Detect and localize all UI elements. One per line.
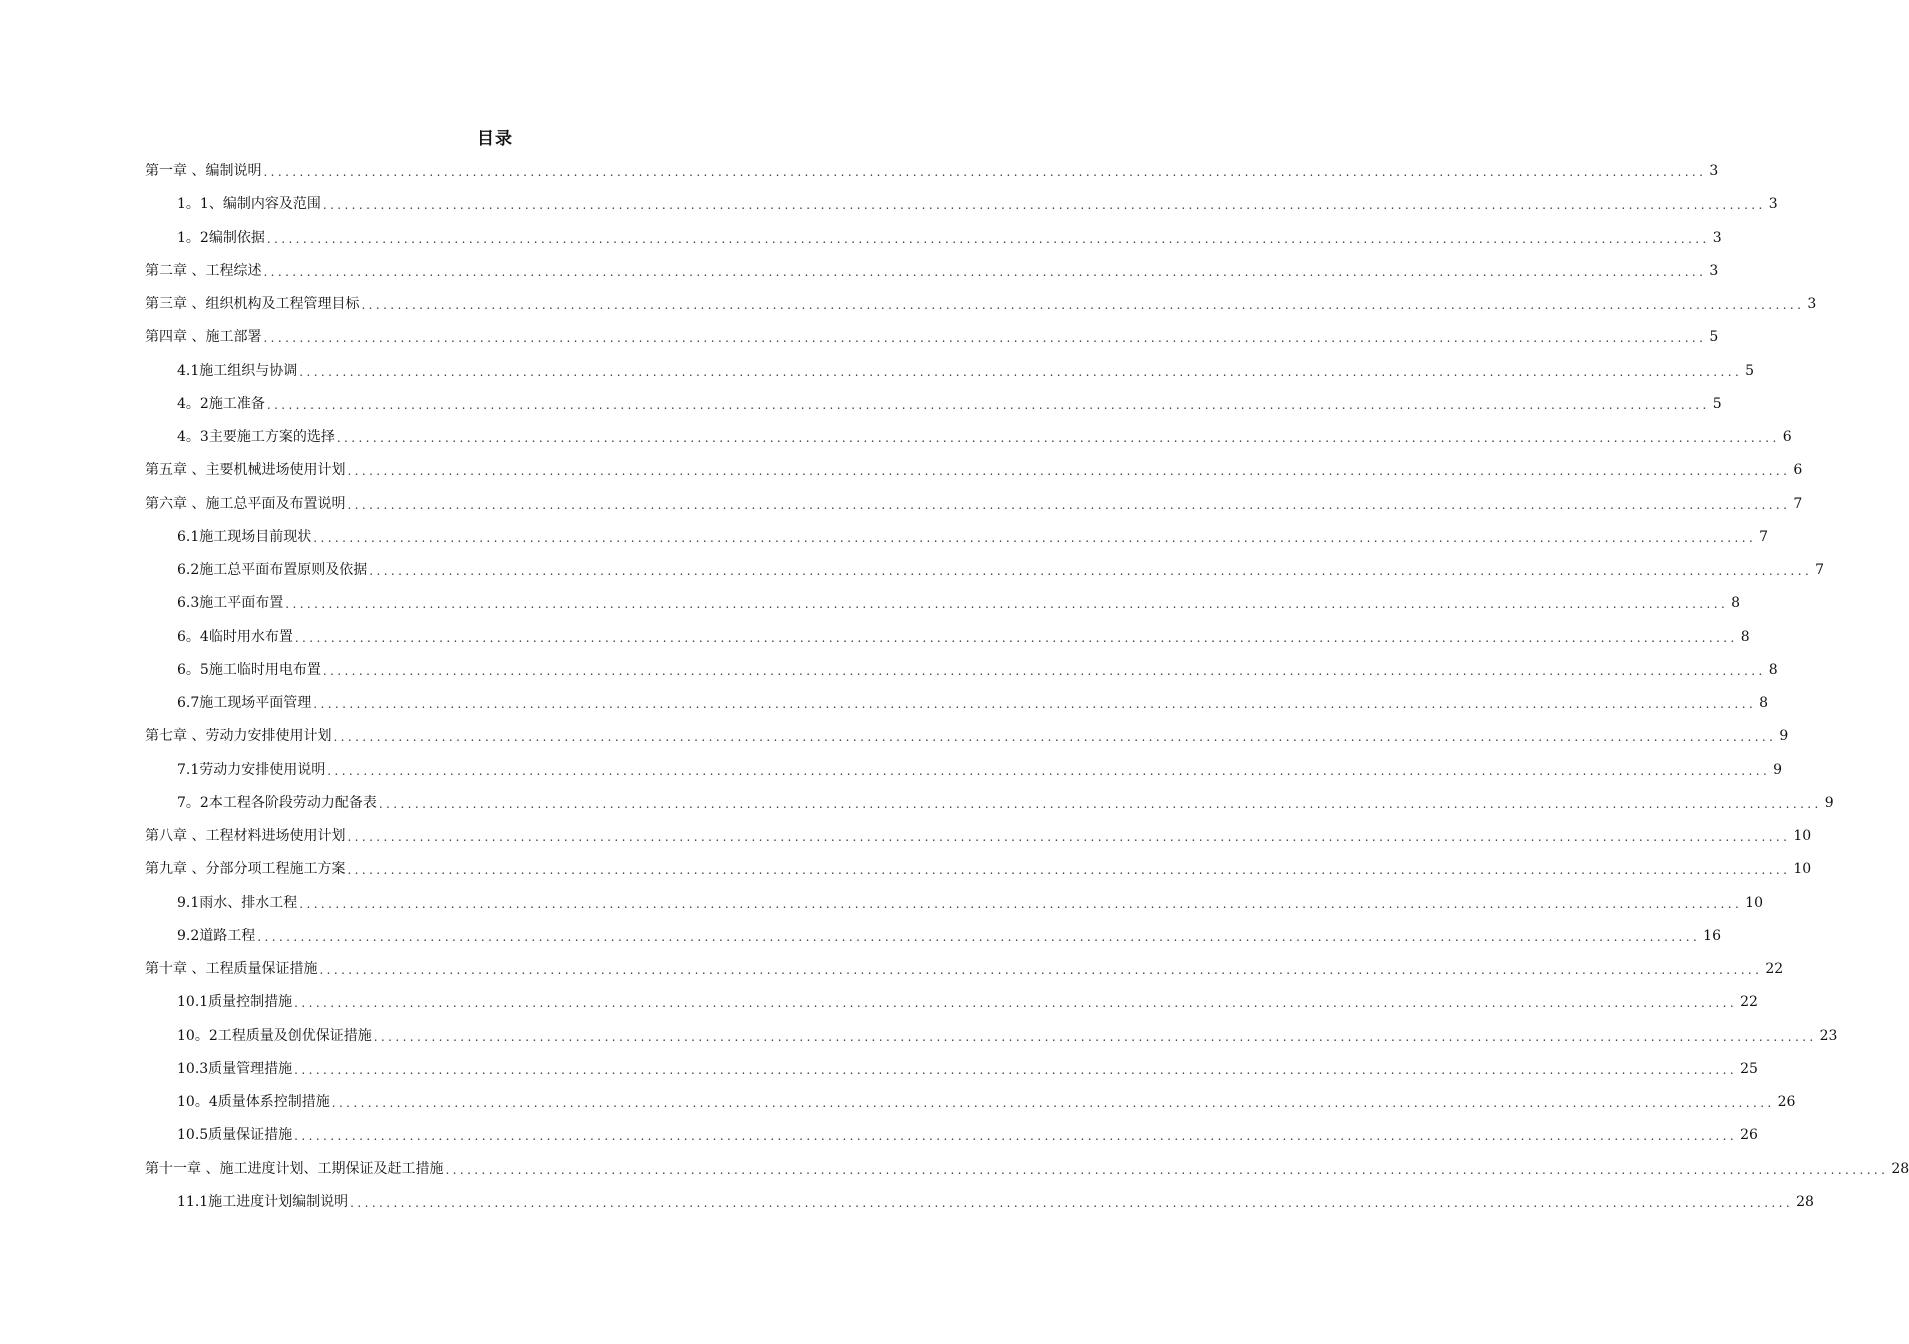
toc-section-entry[interactable] xyxy=(177,790,1834,812)
toc-section-entry[interactable] xyxy=(177,225,1722,247)
toc-entry-label: 6。4临时用水布置 xyxy=(177,628,293,645)
toc-entry-label: 7。2本工程各阶段劳动力配备表 xyxy=(177,794,377,811)
toc-dot-leader: ........................................................................................................................................................................................................ xyxy=(313,697,1757,711)
toc-dot-leader: ........................................................................................................................................................................................................ xyxy=(257,929,1701,944)
toc-section-entry[interactable] xyxy=(177,391,1722,413)
toc-dot-leader: ........................................................................................................................................................................................................ xyxy=(347,497,1791,512)
toc-section-entry[interactable] xyxy=(177,657,1778,679)
toc-entry-page-number: 6 xyxy=(1793,462,1803,479)
toc-entry-page-number: 16 xyxy=(1703,927,1721,944)
toc-entry-label: 第二章 、工程综述 xyxy=(145,262,262,279)
toc-entry-page-number: 26 xyxy=(1740,1127,1758,1144)
toc-section-entry[interactable] xyxy=(177,1023,1838,1045)
toc-entry-label: 第五章 、主要机械进场使用计划 xyxy=(145,462,346,479)
toc-section-entry[interactable] xyxy=(177,424,1792,446)
toc-chapter-entry[interactable] xyxy=(145,723,1789,745)
toc-entry-page-number: 9 xyxy=(1773,761,1783,778)
toc-dot-leader: ........................................................................................................................................................................................................ xyxy=(347,830,1791,844)
toc-chapter-entry[interactable] xyxy=(145,291,1817,313)
toc-section-entry[interactable] xyxy=(177,624,1750,646)
toc-entry-label: 第六章 、施工总平面及布置说明 xyxy=(145,495,346,512)
toc-entry-page-number: 9 xyxy=(1824,794,1834,811)
toc-section-entry[interactable] xyxy=(177,191,1778,213)
toc-chapter-entry[interactable] xyxy=(145,158,1719,180)
toc-entry-page-number: 3 xyxy=(1712,229,1722,246)
toc-dot-leader: ........................................................................................................................................................................................................ xyxy=(322,198,1766,213)
toc-entry-label: 第十章 、工程质量保证措施 xyxy=(145,961,318,977)
toc-entry-page-number: 3 xyxy=(1807,296,1817,312)
toc-dot-leader: ........................................................................................................................................................................................................ xyxy=(333,730,1777,745)
toc-dot-leader: ........................................................................................................................................................................................................ xyxy=(336,431,1780,445)
toc-section-entry[interactable] xyxy=(177,1122,1758,1144)
toc-entry-label: 6。5施工临时用电布置 xyxy=(177,661,321,678)
toc-section-entry[interactable] xyxy=(177,557,1825,579)
toc-entry-label: 10.3质量管理措施 xyxy=(177,1060,293,1077)
toc-dot-leader: ........................................................................................................................................................................................................ xyxy=(294,996,1738,1011)
toc-dot-leader: ........................................................................................................................................................................................................ xyxy=(445,1162,1889,1177)
toc-entry-page-number: 9 xyxy=(1779,728,1789,745)
toc-entry-page-number: 7 xyxy=(1815,562,1825,578)
toc-entry-page-number: 5 xyxy=(1712,395,1722,412)
toc-dot-leader: ........................................................................................................................................................................................................ xyxy=(263,331,1707,346)
toc-entry-page-number: 5 xyxy=(1709,329,1719,346)
toc-entry-page-number: 22 xyxy=(1740,994,1758,1011)
toc-chapter-entry[interactable] xyxy=(145,258,1719,280)
toc-entry-label: 第八章 、工程材料进场使用计划 xyxy=(145,828,346,844)
toc-entry-label: 4.1施工组织与协调 xyxy=(177,362,298,379)
toc-dot-leader: ........................................................................................................................................................................................................ xyxy=(266,397,1710,412)
toc-entry-page-number: 8 xyxy=(1740,628,1750,645)
toc-entry-label: 11.1施工进度计划编制说明 xyxy=(177,1193,349,1210)
toc-entry-page-number: 5 xyxy=(1745,362,1755,379)
toc-entry-label: 4。2施工准备 xyxy=(177,395,265,412)
toc-dot-leader: ........................................................................................................................................................................................................ xyxy=(350,1195,1794,1210)
toc-chapter-entry[interactable] xyxy=(145,457,1803,479)
toc-entry-label: 6.3施工平面布置 xyxy=(177,595,284,612)
toc-dot-leader: ........................................................................................................................................................................................................ xyxy=(369,564,1813,578)
toc-entry-label: 9.1雨水、排水工程 xyxy=(177,894,298,911)
toc-entry-label: 第七章 、劳动力安排使用计划 xyxy=(145,728,332,745)
toc-chapter-entry[interactable] xyxy=(145,823,1812,845)
toc-entry-label: 第九章 、分部分项工程施工方案 xyxy=(145,861,346,878)
toc-dot-leader: ........................................................................................................................................................................................................ xyxy=(294,630,1738,645)
toc-section-entry[interactable] xyxy=(177,690,1769,712)
toc-dot-leader: ........................................................................................................................................................................................................ xyxy=(294,1129,1738,1144)
toc-entry-label: 10。4质量体系控制措施 xyxy=(177,1094,330,1110)
toc-entry-label: 第一章 、编制说明 xyxy=(145,163,262,179)
toc-title: 目录 xyxy=(477,129,513,149)
toc-entry-page-number: 10 xyxy=(1745,894,1763,911)
toc-dot-leader: ........................................................................................................................................................................................................ xyxy=(373,1029,1817,1044)
toc-dot-leader: ........................................................................................................................................................................................................ xyxy=(347,464,1791,479)
toc-entry-page-number: 8 xyxy=(1768,661,1778,678)
toc-dot-leader: ........................................................................................................................................................................................................ xyxy=(327,763,1771,778)
toc-entry-label: 第三章 、组织机构及工程管理目标 xyxy=(145,296,360,312)
toc-entry-page-number: 3 xyxy=(1768,196,1778,213)
toc-dot-leader: ........................................................................................................................................................................................................ xyxy=(319,963,1763,977)
toc-entry-page-number: 23 xyxy=(1819,1027,1838,1044)
toc-dot-leader: ........................................................................................................................................................................................................ xyxy=(285,597,1729,612)
toc-entry-page-number: 28 xyxy=(1796,1193,1814,1210)
toc-dot-leader: ........................................................................................................................................................................................................ xyxy=(331,1096,1775,1110)
toc-entry-page-number: 3 xyxy=(1709,262,1719,279)
toc-section-entry[interactable] xyxy=(177,890,1763,912)
toc-entry-page-number: 8 xyxy=(1759,695,1769,711)
toc-chapter-entry[interactable] xyxy=(145,491,1803,513)
toc-entry-label: 1。2编制依据 xyxy=(177,229,265,246)
toc-entry-label: 10.1质量控制措施 xyxy=(177,994,293,1011)
toc-entry-label: 7.1劳动力安排使用说明 xyxy=(177,761,326,778)
toc-section-entry[interactable] xyxy=(177,923,1721,945)
toc-chapter-entry[interactable] xyxy=(145,856,1812,878)
toc-dot-leader: ........................................................................................................................................................................................................ xyxy=(361,298,1805,312)
toc-dot-leader: ........................................................................................................................................................................................................ xyxy=(263,165,1707,179)
toc-dot-leader: ........................................................................................................................................................................................................ xyxy=(266,231,1710,246)
toc-entry-label: 4。3主要施工方案的选择 xyxy=(177,429,335,445)
toc-section-entry[interactable] xyxy=(177,358,1755,380)
toc-chapter-entry[interactable] xyxy=(145,956,1784,978)
toc-section-entry[interactable] xyxy=(177,1189,1814,1211)
toc-section-entry[interactable] xyxy=(177,1056,1758,1078)
toc-section-entry[interactable] xyxy=(177,1089,1796,1111)
toc-entry-page-number: 7 xyxy=(1759,528,1769,545)
toc-chapter-entry[interactable] xyxy=(145,324,1719,346)
toc-section-entry[interactable] xyxy=(177,989,1758,1011)
toc-entry-label: 10。2工程质量及创优保证措施 xyxy=(177,1027,372,1044)
toc-dot-leader: ........................................................................................................................................................................................................ xyxy=(294,1062,1738,1077)
toc-entry-page-number: 6 xyxy=(1782,429,1792,445)
toc-dot-leader: ........................................................................................................................................................................................................ xyxy=(378,796,1822,811)
toc-entry-page-number: 26 xyxy=(1777,1094,1796,1110)
toc-entry-label: 6.1施工现场目前现状 xyxy=(177,528,312,545)
toc-section-entry[interactable] xyxy=(177,757,1783,779)
toc-entry-label: 10.5质量保证措施 xyxy=(177,1127,293,1144)
toc-entry-label: 1。1、编制内容及范围 xyxy=(177,196,321,213)
toc-entry-page-number: 22 xyxy=(1765,961,1784,977)
toc-chapter-entry[interactable] xyxy=(145,1156,1909,1178)
toc-section-entry[interactable] xyxy=(177,590,1741,612)
toc-entry-page-number: 3 xyxy=(1709,163,1719,179)
toc-section-entry[interactable] xyxy=(177,524,1769,546)
toc-dot-leader: ........................................................................................................................................................................................................ xyxy=(322,663,1766,678)
toc-entry-label: 6.2施工总平面布置原则及依据 xyxy=(177,562,368,578)
toc-dot-leader: ........................................................................................................................................................................................................ xyxy=(299,896,1743,911)
toc-dot-leader: ........................................................................................................................................................................................................ xyxy=(263,264,1707,279)
toc-entry-page-number: 7 xyxy=(1793,495,1803,512)
toc-entry-page-number: 25 xyxy=(1740,1060,1758,1077)
toc-entry-label: 第十一章 、施工进度计划、工期保证及赶工措施 xyxy=(145,1160,444,1177)
toc-entry-page-number: 28 xyxy=(1891,1160,1909,1177)
toc-entry-page-number: 8 xyxy=(1731,595,1741,612)
toc-entry-label: 6.7施工现场平面管理 xyxy=(177,695,312,711)
toc-dot-leader: ........................................................................................................................................................................................................ xyxy=(347,863,1791,878)
toc-entry-label: 9.2道路工程 xyxy=(177,927,256,944)
toc-entry-label: 第四章 、施工部署 xyxy=(145,329,262,346)
toc-entry-page-number: 10 xyxy=(1793,861,1812,878)
toc-dot-leader: ........................................................................................................................................................................................................ xyxy=(299,364,1743,379)
toc-entry-page-number: 10 xyxy=(1793,828,1812,844)
toc-dot-leader: ........................................................................................................................................................................................................ xyxy=(313,530,1757,545)
